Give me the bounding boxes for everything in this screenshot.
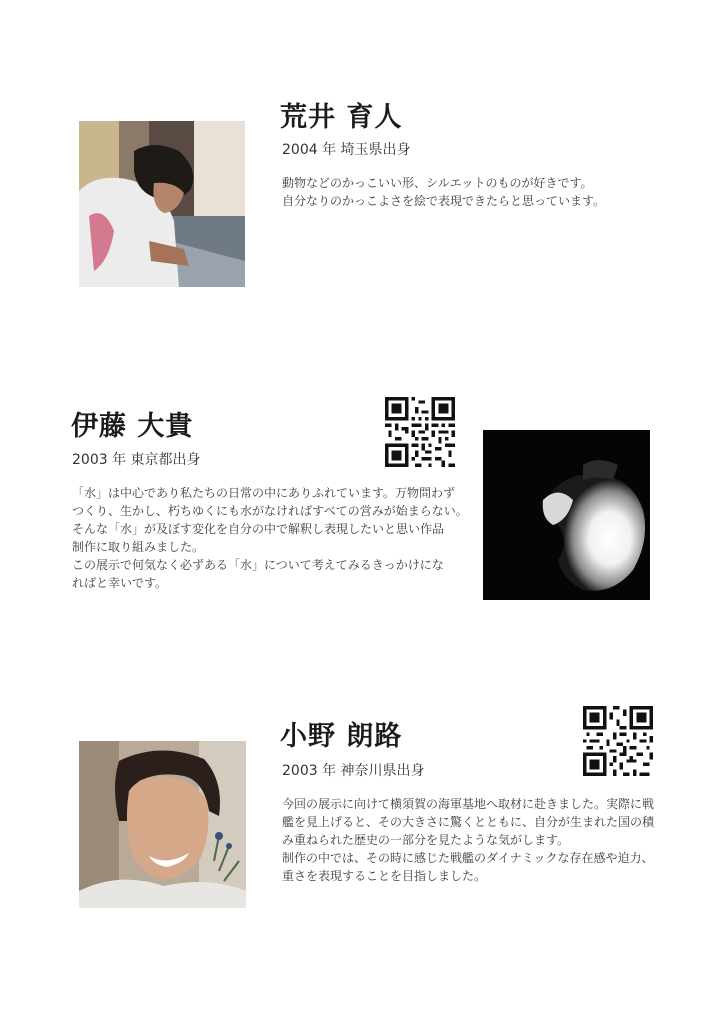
artwork-image-ito — [483, 430, 650, 600]
bio-line: そんな「水」が及ぼす変化を自分の中で解釈し表現したいと思い作品 — [72, 522, 445, 536]
bio-line: 艦を見上げると、その大きさに驚くとともに、自分が生まれた国の積 — [282, 815, 655, 829]
bio-line: 制作の中では、その時に感じた戦艦のダイナミックな存在感や迫力、 — [282, 851, 654, 865]
profile-birth: 2004 年 埼玉県出身 — [282, 142, 411, 158]
bio-line: 自分なりのかっこよさを絵で表現できたらと思っています。 — [282, 194, 606, 208]
profile-name: 伊藤 大貴 — [71, 411, 194, 442]
profile-name: 小野 朗路 — [280, 721, 403, 752]
bio-line: 「水」は中心であり私たちの日常の中にありふれています。万物問わず — [72, 486, 456, 500]
profile-bio — [72, 484, 468, 592]
bio-line: つくり、生かし、朽ちゆくにも水がなければすべての営みが始まらない。 — [72, 504, 468, 518]
profile-photo-ono — [79, 741, 246, 908]
qr-code-ito[interactable] — [385, 397, 455, 467]
bio-line: 制作に取り組みました。 — [72, 540, 205, 554]
bio-line: この展示で何気なく必ずある「水」について考えてみるきっかけにな — [72, 558, 444, 572]
profile-birth: 2003 年 東京都出身 — [72, 452, 201, 468]
profile-photo-arai — [79, 121, 245, 287]
bio-line: ればと幸いです。 — [72, 576, 168, 590]
qr-code-ono[interactable] — [583, 706, 653, 776]
bio-line: 動物などのかっこいい形、シルエットのものが好きです。 — [282, 176, 593, 190]
profile-name: 荒井 育人 — [280, 102, 403, 133]
profile-bio — [282, 174, 605, 210]
profile-birth: 2003 年 神奈川県出身 — [282, 763, 425, 779]
bio-line: 今回の展示に向けて横須賀の海軍基地へ取材に赴きました。実際に戦 — [282, 797, 655, 811]
bio-line: み重ねられた歴史の一部分を見たような気がします。 — [282, 833, 570, 847]
bio-line: 重さを表現することを目指しました。 — [282, 869, 487, 883]
profile-bio — [282, 795, 654, 885]
